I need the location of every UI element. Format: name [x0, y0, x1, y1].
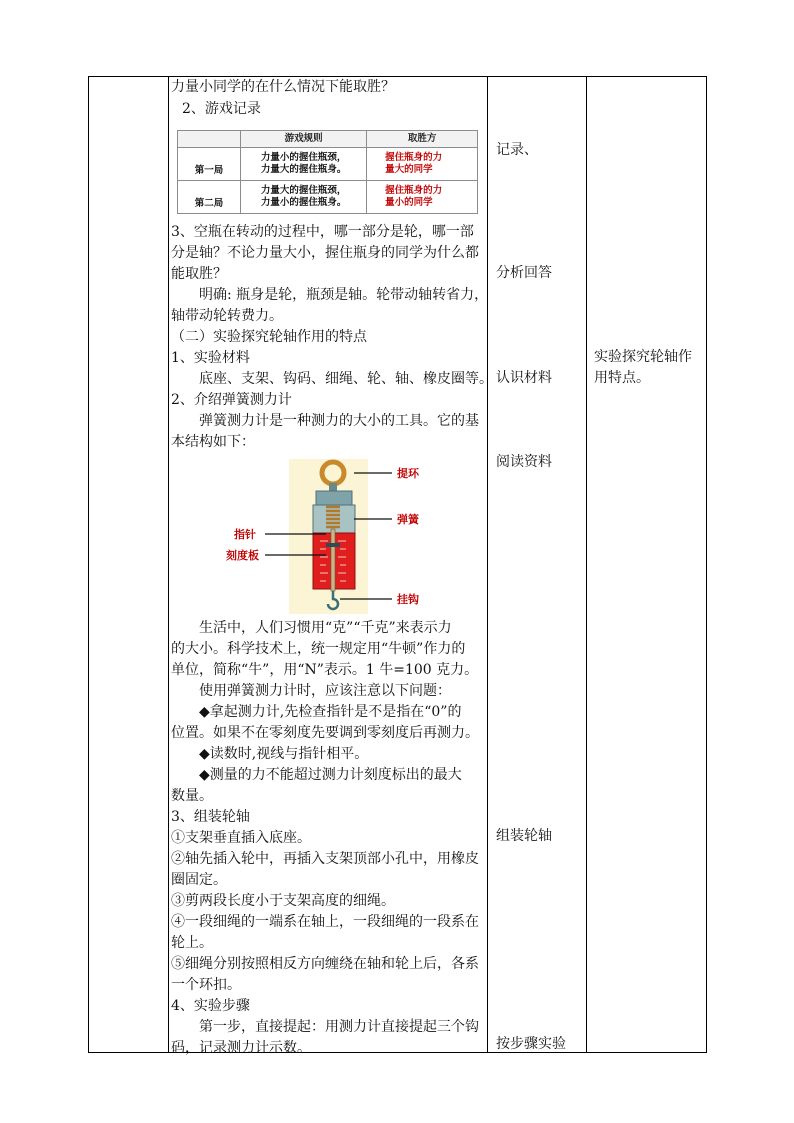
answer-line: 明确: 瓶身是轮，瓶颈是轴。轮带动轴转省力，	[199, 287, 489, 303]
assemble-line: 轮上。	[171, 935, 213, 951]
step-line: 码，记录测力计示数。	[171, 1040, 311, 1056]
answer-line: 轴带动轮转费力。	[171, 308, 283, 324]
round-label: 第二局	[178, 181, 241, 214]
assemble-line: 圈固定。	[171, 872, 227, 888]
rule-line: 力量大的握住瓶身。	[260, 164, 347, 175]
winner-line: 握住瓶身的力	[385, 152, 443, 163]
top-cap	[316, 491, 352, 505]
rule-cell	[241, 181, 367, 214]
bullet-line: 数量。	[171, 788, 213, 804]
label-ring: 提环	[397, 467, 419, 480]
scale-rod	[331, 529, 335, 591]
label-hook: 挂钩	[397, 593, 419, 606]
heading-materials: 1、实验材料	[171, 350, 250, 366]
winner-cell	[367, 181, 478, 214]
rule-cell	[241, 148, 367, 181]
label-board: 刻度板	[226, 549, 259, 562]
heading-spring-scale: 2、介绍弹簧测力计	[171, 392, 292, 408]
bullet-line: ◆测量的力不能超过测力计刻度标出的最大	[199, 767, 462, 783]
intro-line: 弹簧测力计是一种测力的大小的工具。它的基	[199, 413, 479, 429]
question-3-line: 分是轴？不论力量大小，握住瓶身的同学为什么都	[171, 245, 479, 261]
materials-text: 底座、支架、钩码、细绳、轮、轴、橡皮圈等。	[199, 371, 493, 387]
winner-line: 握住瓶身的力	[385, 185, 443, 196]
paragraph-line: 的大小。科学技术上，统一规定用“牛顿”作力的	[171, 641, 466, 657]
question-3-line: 能取胜？	[171, 266, 227, 282]
student-activity-analyze: 分析回答	[496, 265, 552, 281]
rule-line: 力量小的握住瓶身。	[260, 197, 347, 208]
column-divider	[586, 77, 587, 1052]
lesson-table	[88, 76, 707, 1056]
assemble-line: 一个环扣。	[171, 977, 241, 993]
design-intent-line: 实验探究轮轴作	[594, 349, 692, 365]
pointer-shape	[326, 543, 340, 547]
bullet-line: ◆读数时,视线与指针相平。	[199, 746, 369, 762]
paragraph-line: 单位，简称“牛”，用“N”表示。1 牛=100 克力。	[171, 662, 479, 678]
table-header-row	[178, 131, 478, 148]
question-line: 力量小同学的在什么情况下能取胜？	[171, 79, 395, 95]
assemble-line: ②轴先插入轮中，再插入支架顶部小孔中，用橡皮	[171, 851, 479, 867]
student-activity-assemble: 组装轮轴	[496, 828, 552, 844]
student-activity-experiment: 按步骤实验	[496, 1036, 566, 1052]
rule-line: 力量小的握住瓶颈，	[260, 152, 347, 163]
rule-line: 力量大的握住瓶颈，	[260, 185, 347, 196]
table-header-cell: 取胜方	[367, 131, 478, 148]
label-spring: 弹簧	[397, 513, 419, 526]
game-record-table	[177, 130, 478, 214]
spring-scale-figure	[220, 459, 550, 614]
heading-steps: 4、实验步骤	[171, 998, 250, 1014]
question-3-line: 3、空瓶在转动的过程中，哪一部分是轮，哪一部	[171, 224, 474, 240]
table-header-cell	[178, 131, 241, 148]
design-intent-line: 用特点。	[594, 370, 650, 386]
table-row	[178, 148, 478, 181]
paragraph-line: 生活中，人们习惯用“克”“千克”来表示力	[199, 620, 452, 636]
heading-game-record: 2、游戏记录	[182, 101, 261, 117]
assemble-line: ⑤细绳分别按照相反方向缠绕在轴和轮上后，各系	[171, 956, 479, 972]
label-pointer: 指针	[234, 528, 256, 541]
column-divider	[168, 77, 169, 1052]
heading-assemble: 3、组装轮轴	[171, 809, 250, 825]
student-activity-record: 记录、	[496, 142, 538, 158]
ring-stem	[329, 483, 337, 491]
section-heading: （二）实验探究轮轴作用的特点	[171, 329, 367, 345]
winner-line: 量大的同学	[385, 164, 433, 175]
round-label: 第一局	[178, 148, 241, 181]
bullet-line: 位置。如果不在零刻度先要调到零刻度后再测力。	[171, 725, 479, 741]
step-line: 第一步，直接提起：用测力计直接提起三个钩	[199, 1019, 479, 1035]
paragraph-line: 使用弹簧测力计时，应该注意以下问题：	[199, 683, 451, 699]
winner-cell	[367, 148, 478, 181]
table-header-cell: 游戏规则	[241, 131, 367, 148]
bullet-line: ◆拿起测力计,先检查指针是不是指在“0”的	[199, 704, 462, 720]
assemble-line: ①支架垂直插入底座。	[171, 830, 311, 846]
student-activity-materials: 认识材料	[496, 370, 552, 386]
assemble-line: ④一段细绳的一端系在轴上，一段细绳的一段系在	[171, 914, 479, 930]
winner-line: 量小的同学	[385, 197, 433, 208]
student-activity-reading: 阅读资料	[496, 454, 552, 470]
assemble-line: ③剪两段长度小于支架高度的细绳。	[171, 893, 395, 909]
intro-line: 本结构如下：	[171, 434, 255, 450]
table-row	[178, 181, 478, 214]
